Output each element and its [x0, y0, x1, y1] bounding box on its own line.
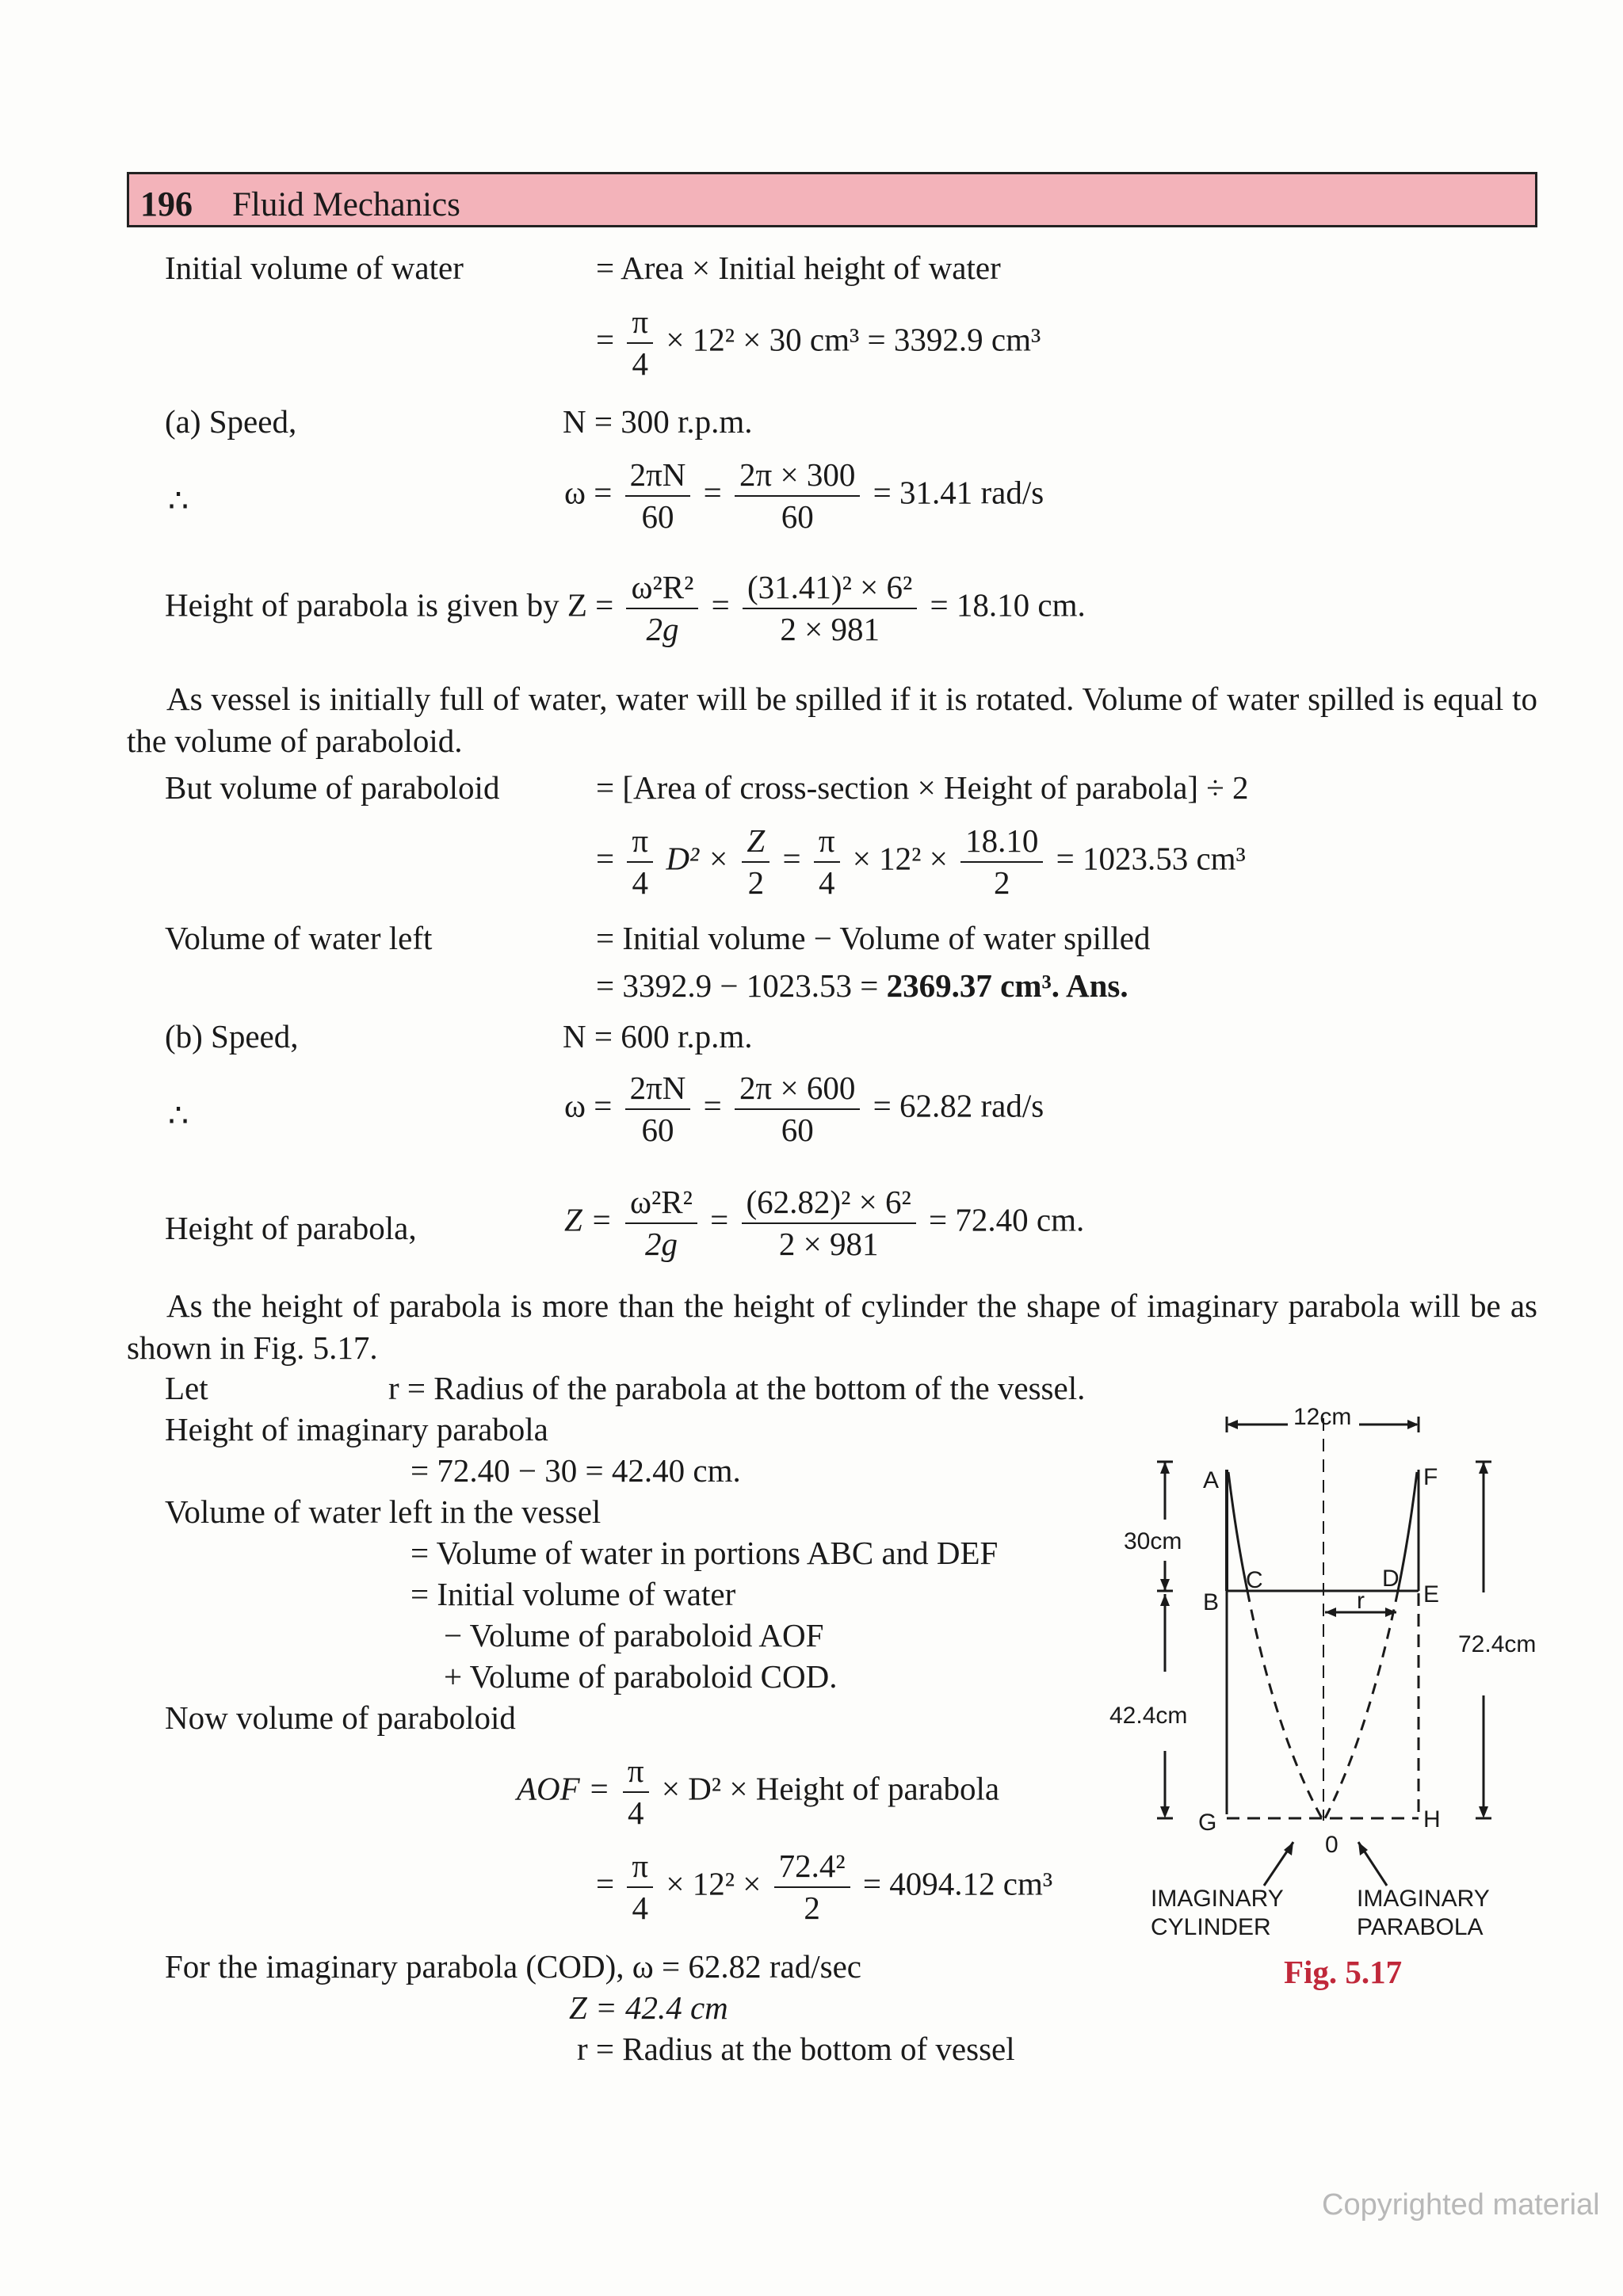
point-c: C [1246, 1567, 1263, 1593]
frac-num: 72.4² [774, 1849, 850, 1888]
arrow-head [1479, 1806, 1488, 1818]
point-b: B [1203, 1589, 1220, 1615]
paragraph-spill [127, 678, 1537, 762]
point-o: 0 [1325, 1832, 1338, 1858]
frac-den: 4 [818, 864, 835, 902]
x-12-term: × 12² × [666, 1865, 762, 1902]
height-a-row [165, 570, 1086, 646]
therefore-symbol: ∴ [168, 482, 189, 519]
paragraph-imaginary [127, 1285, 1537, 1369]
frac-num: π [623, 1754, 649, 1793]
frac-num: ω²R² [626, 570, 698, 609]
arrow-head [1160, 1594, 1170, 1606]
omega-a-row [564, 458, 1044, 534]
eq-sign: = [703, 1087, 722, 1124]
height-a-result: = 18.10 cm. [930, 586, 1086, 624]
arrow-head [1227, 1420, 1238, 1429]
frac-den: 4 [632, 1890, 648, 1927]
therefore-symbol: ∴ [168, 1097, 189, 1134]
point-d: D [1382, 1566, 1400, 1592]
point-a: A [1203, 1467, 1220, 1493]
frac-num: 2π × 600 [735, 1071, 860, 1110]
initial-volume-calc-row [596, 305, 1041, 381]
page-header [127, 172, 1537, 227]
vol-portions: = Volume of water in portions ABC and DEF [411, 1535, 999, 1571]
point-f: F [1423, 1464, 1438, 1490]
point-h: H [1423, 1806, 1441, 1833]
frac-num: π [627, 824, 653, 863]
vol-left-vessel: Volume of water left in the vessel [165, 1493, 601, 1530]
paragraph-spill-text: As vessel is initially full of water, water will be spilled if it is rotated. Volume of water spilled is equal to the volume of paraboloid. [127, 681, 1537, 759]
imag-cod-line: For the imaginary parabola (COD), ω = 62.82 rad/sec [165, 1948, 861, 1985]
arrow-head [1407, 1420, 1419, 1429]
d2-term: D² × [666, 840, 730, 877]
eq-sign: = [711, 586, 730, 624]
frac-num: 2πN [625, 458, 691, 497]
vol-paraboloid-calc-row [596, 824, 1246, 900]
aof-eq: AOF = [517, 1770, 610, 1807]
frac-den: 60 [641, 498, 674, 536]
parabola-right-imag [1325, 1591, 1398, 1818]
frac-num: 2π × 300 [735, 458, 860, 497]
frac-den: 60 [781, 1112, 814, 1149]
running-title: Fluid Mechanics [232, 186, 460, 223]
figure-caption: Fig. 5.17 [1284, 1954, 1403, 1990]
now-vol-paraboloid: Now volume of paraboloid [165, 1699, 516, 1736]
frac-num: π [814, 824, 840, 863]
vol-left-calc-row [596, 967, 1128, 1004]
speed-b-label: (b) Speed, [165, 1018, 299, 1055]
arrow-head [1160, 1579, 1170, 1591]
imag-parabola-label-2: PARABOLA [1357, 1914, 1484, 1940]
frac-num: 2πN [625, 1071, 691, 1110]
frac-den: 60 [641, 1112, 674, 1149]
height-b-label: Height of parabola, [165, 1210, 417, 1246]
eq-sign: = [596, 840, 615, 877]
vol-initial: = Initial volume of water [411, 1576, 736, 1612]
height-imag-calc: = 72.40 − 30 = 42.40 cm. [411, 1452, 741, 1489]
eq-sign: = [782, 840, 801, 877]
arrow-head [1160, 1462, 1170, 1474]
vol-paraboloid-label: But volume of paraboloid [165, 769, 500, 806]
copyright-watermark: Copyrighted material [1322, 2188, 1600, 2222]
dim-label-30cm: 30cm [1124, 1528, 1182, 1554]
aof-result: = 4094.12 cm³ [862, 1865, 1053, 1902]
z-42-line: Z = 42.4 cm [569, 1989, 728, 2026]
height-imag-label: Height of imaginary parabola [165, 1411, 548, 1447]
frac-num: ω²R² [625, 1185, 697, 1224]
omega-a-result: = 31.41 rad/s [873, 474, 1044, 511]
label-r: r [1357, 1588, 1365, 1614]
paragraph-imaginary-text: As the height of parabola is more than the height of cylinder the shape of imaginary parabola will be as shown in Fig. 5.17. [127, 1287, 1537, 1366]
height-b-result: = 72.40 cm. [929, 1201, 1085, 1238]
vol-left-label: Volume of water left [165, 920, 433, 956]
parabola-right-solid [1398, 1472, 1417, 1591]
imag-parabola-label-1: IMAGINARY [1357, 1886, 1490, 1912]
vol-paraboloid-eq: = [Area of cross-section × Height of parabola] ÷ 2 [596, 769, 1249, 806]
initial-volume-label: Initial volume of water [165, 250, 464, 286]
speed-a-value: N = 300 r.p.m. [563, 403, 753, 440]
height-parabola-label: Height of parabola is given by Z = [165, 586, 614, 624]
point-g: G [1198, 1810, 1217, 1836]
page-number: 196 [140, 185, 193, 223]
frac-den: 2 × 981 [780, 611, 880, 648]
frac-num: π [627, 1849, 653, 1888]
initial-volume-calc: × 12² × 30 cm³ = 3392.9 cm³ [666, 321, 1041, 358]
frac-num: Z [742, 824, 769, 863]
point-e: E [1423, 1581, 1440, 1608]
arrow-head [1385, 1608, 1396, 1617]
eq-sign: = [710, 1201, 729, 1238]
frac-den: 4 [632, 864, 648, 902]
dim-label-42cm: 42.4cm [1109, 1703, 1188, 1729]
frac-num: 18.10 [960, 824, 1043, 863]
imag-cylinder-label-1: IMAGINARY [1151, 1886, 1284, 1912]
height-b-row [564, 1185, 1084, 1261]
omega-eq: ω = [564, 1087, 613, 1124]
omega-b-row [564, 1071, 1044, 1147]
frac-num: (62.82)² × 6² [742, 1185, 916, 1224]
arrow-head [1160, 1806, 1170, 1818]
eq-sign: = [596, 1865, 615, 1902]
parabola-left-imag [1247, 1591, 1322, 1818]
figure-5-17 [1109, 1386, 1553, 1957]
z-eq: Z = [564, 1201, 613, 1238]
speed-a-label: (a) Speed, [165, 403, 297, 440]
vol-minus-aof: − Volume of paraboloid AOF [444, 1617, 824, 1653]
dim-label-12cm: 12cm [1293, 1404, 1352, 1430]
let-label: Let [165, 1370, 208, 1406]
aof-calc-row [596, 1849, 1052, 1925]
imag-cylinder-label-2: CYLINDER [1151, 1914, 1271, 1940]
omega-b-result: = 62.82 rad/s [873, 1087, 1044, 1124]
answer-a: 2369.37 cm³. Ans. [886, 967, 1128, 1004]
r-definition: r = Radius at the bottom of vessel [577, 2031, 1015, 2067]
arrow-head [1325, 1608, 1336, 1617]
aof-row [517, 1754, 999, 1830]
frac-den: 60 [781, 498, 814, 536]
frac-den: 2 [804, 1890, 820, 1927]
arrow-head [1479, 1462, 1488, 1474]
frac-den: 4 [632, 345, 648, 383]
parabola-left-solid [1228, 1472, 1247, 1591]
frac-den: 4 [627, 1794, 644, 1832]
frac-den: 2g [646, 611, 679, 648]
initial-volume-eq: = Area × Initial height of water [596, 250, 1001, 286]
eq-sign: = [703, 474, 722, 511]
aof-rest: × D² × Height of parabola [661, 1770, 1000, 1807]
frac-num: π [627, 305, 653, 344]
frac-den: 2 [993, 864, 1010, 902]
frac-den: 2 × 981 [778, 1226, 879, 1263]
x-12-term: × 12² × [852, 840, 948, 877]
dim-label-72cm: 72.4cm [1458, 1631, 1537, 1657]
vol-par-result: = 1023.53 cm³ [1056, 840, 1246, 877]
frac-den: 2 [747, 864, 765, 902]
vol-left-eq: = Initial volume − Volume of water spilled [596, 920, 1151, 956]
omega-eq: ω = [564, 474, 613, 511]
vol-plus-cod: + Volume of paraboloid COD. [444, 1658, 838, 1695]
vol-left-calc: = 3392.9 − 1023.53 = [596, 967, 879, 1004]
eq-sign: = [596, 321, 615, 358]
frac-num: (31.41)² × 6² [743, 570, 917, 609]
speed-b-value: N = 600 r.p.m. [563, 1018, 753, 1055]
frac-den: 2g [644, 1226, 678, 1263]
let-definition: r = Radius of the parabola at the bottom of the vessel. [388, 1370, 1086, 1406]
